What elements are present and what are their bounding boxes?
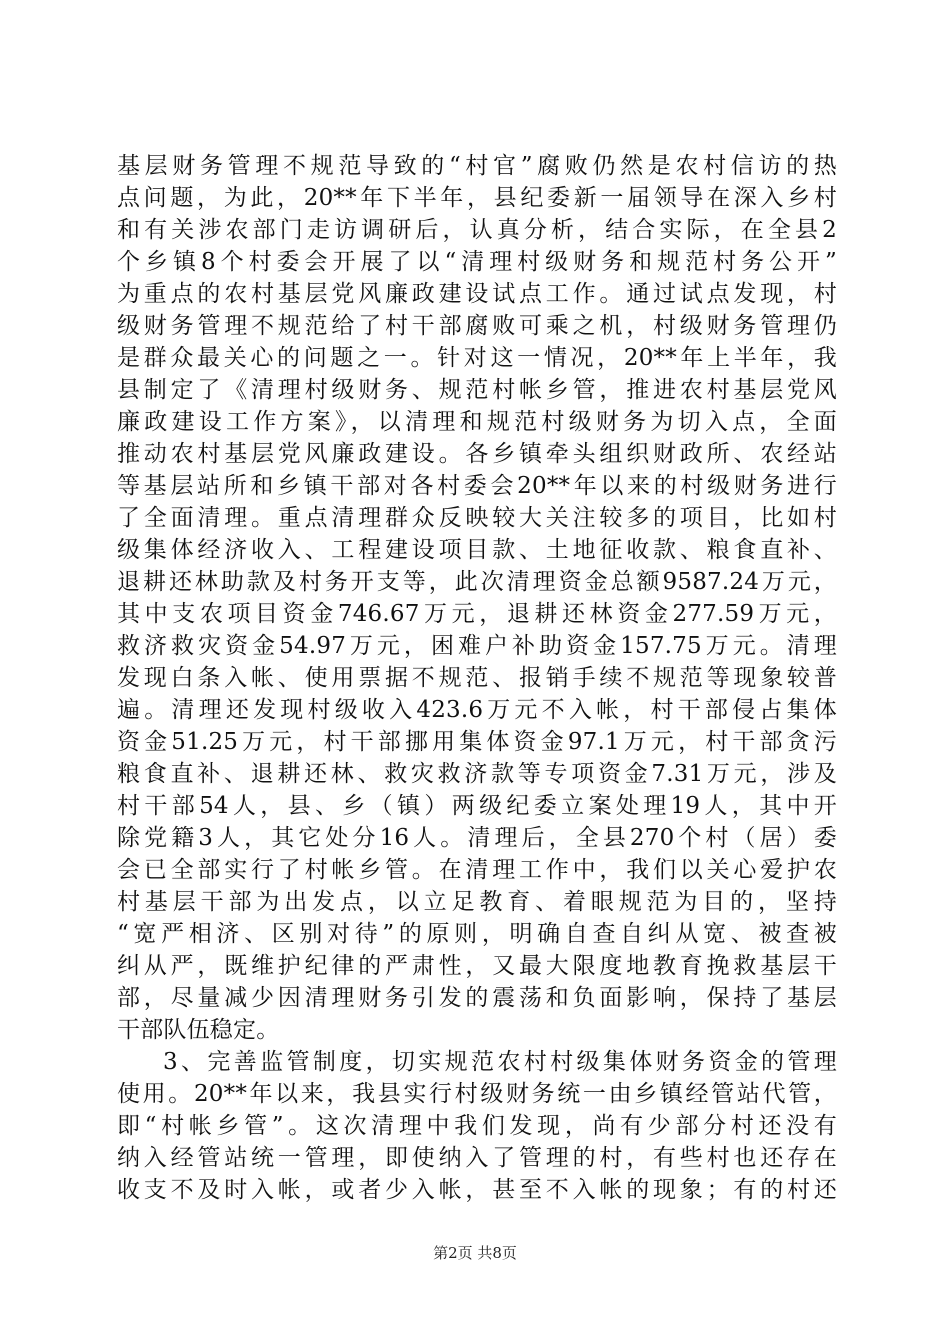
text-line: 和有关涉农部门走访调研后，认真分析，结合实际，在全县2 — [117, 217, 837, 243]
text-line: 村干部54人，县、乡（镇）两级纪委立案处理19人，其中开 — [117, 793, 837, 819]
text-line: 会已全部实行了村帐乡管。在清理工作中，我们以关心爱护农 — [117, 857, 837, 883]
text-line: 纠从严，既维护纪律的严肃性，又最大限度地教育挽救基层干 — [117, 953, 837, 979]
text-line: 纳入经管站统一管理，即使纳入了管理的村，有些村也还存在 — [117, 1145, 837, 1171]
text-line: 个乡镇8个村委会开展了以“清理村级财务和规范村务公开” — [117, 249, 837, 275]
text-line: 等基层站所和乡镇干部对各村委会20**年以来的村级财务进行 — [117, 473, 837, 499]
text-line: 资金51.25万元，村干部挪用集体资金97.1万元，村干部贪污 — [117, 729, 837, 755]
text-line: 推动农村基层党风廉政建设。各乡镇牵头组织财政所、农经站 — [117, 441, 837, 467]
document-body — [117, 150, 837, 1206]
text-line: 级财务管理不规范给了村干部腐败可乘之机，村级财务管理仍 — [117, 313, 837, 339]
text-line: 点问题，为此，20**年下半年，县纪委新一届领导在深入乡村 — [117, 185, 837, 211]
text-line: 退耕还林助款及村务开支等，此次清理资金总额9587.24万元， — [117, 569, 837, 595]
text-line: 村基层干部为出发点，以立足教育、着眼规范为目的，坚持 — [117, 889, 837, 915]
text-line: 其中支农项目资金746.67万元，退耕还林资金277.59万元， — [117, 601, 837, 627]
text-line: 县制定了《清理村级财务、规范村帐乡管，推进农村基层党风 — [117, 377, 837, 403]
text-line: 粮食直补、退耕还林、救灾救济款等专项资金7.31万元，涉及 — [117, 761, 837, 787]
text-line: 收支不及时入帐，或者少入帐，甚至不入帐的现象；有的村还 — [117, 1177, 837, 1203]
text-line: 除党籍3人，其它处分16人。清理后，全县270个村（居）委 — [117, 825, 837, 851]
text-line: 即“村帐乡管”。这次清理中我们发现，尚有少部分村还没有 — [117, 1113, 837, 1139]
text-line: 使用。20**年以来，我县实行村级财务统一由乡镇经管站代管， — [117, 1081, 837, 1107]
text-line: 发现白条入帐、使用票据不规范、报销手续不规范等现象较普 — [117, 665, 837, 691]
text-line: 级集体经济收入、工程建设项目款、土地征收款、粮食直补、 — [117, 537, 837, 563]
text-line: 是群众最关心的问题之一。针对这一情况，20**年上半年，我 — [117, 345, 837, 371]
text-line: 部，尽量减少因清理财务引发的震荡和负面影响，保持了基层 — [117, 985, 837, 1011]
text-line: 遍。清理还发现村级收入423.6万元不入帐，村干部侵占集体 — [117, 697, 837, 723]
text-line: 廉政建设工作方案》，以清理和规范村级财务为切入点，全面 — [117, 409, 837, 435]
text-line: 救济救灾资金54.97万元，困难户补助资金157.75万元。清理 — [117, 633, 837, 659]
text-line: 了全面清理。重点清理群众反映较大关注较多的项目，比如村 — [117, 505, 837, 531]
text-line: “宽严相济、区别对待”的原则，明确自查自纠从宽、被查被 — [117, 921, 837, 947]
text-line: 为重点的农村基层党风廉政建设试点工作。通过试点发现，村 — [117, 281, 837, 307]
text-line: 基层财务管理不规范导致的“村官”腐败仍然是农村信访的热 — [117, 153, 837, 179]
page-number: 第2页 共8页 — [433, 1244, 517, 1262]
text-line: 3、完善监管制度，切实规范农村村级集体财务资金的管理 — [163, 1049, 837, 1075]
text-line: 干部队伍稳定。 — [117, 1017, 280, 1043]
